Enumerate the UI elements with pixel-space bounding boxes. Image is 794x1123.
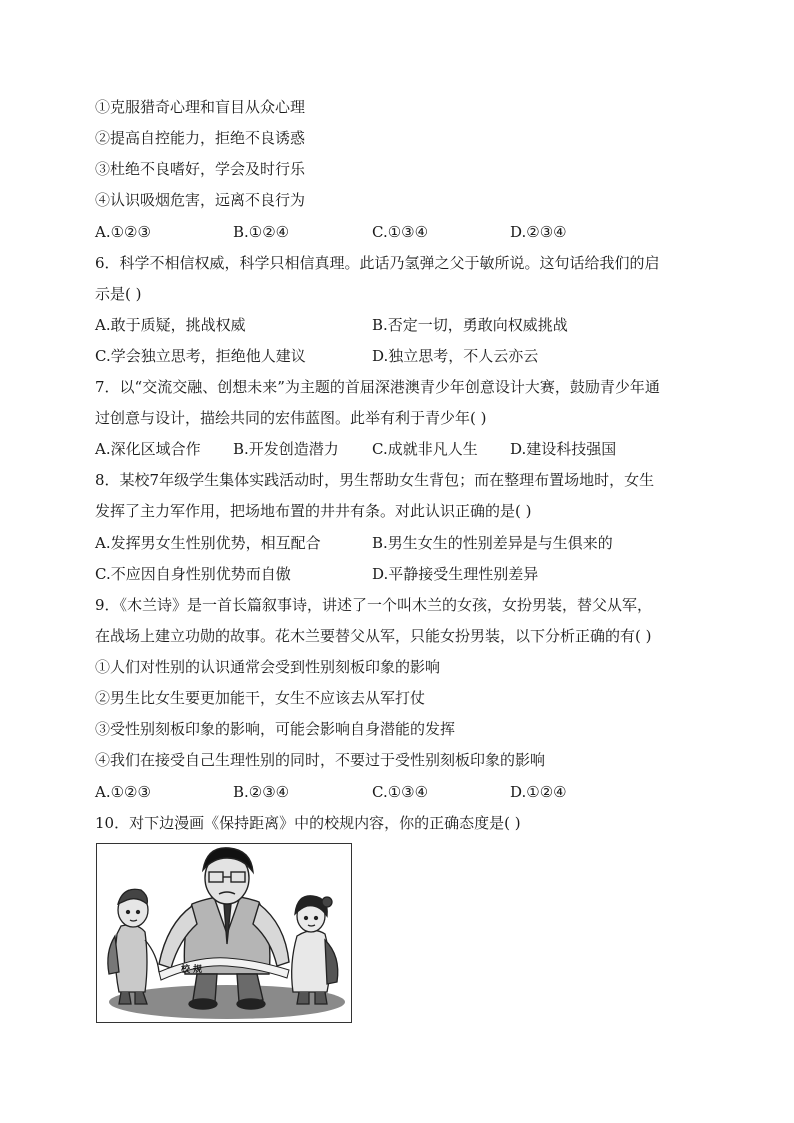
q8-stem-line-2: 发挥了主力军作用，把场地布置的井井有条。对此认识正确的是( ) — [95, 502, 532, 520]
girl-figure — [292, 896, 338, 1004]
cartoon-keep-distance — [96, 843, 352, 1023]
q6-stem-line-1: 6．科学不相信权威，科学只相信真理。此话乃氢弹之父于敏所说。这句话给我们的启 — [95, 254, 660, 272]
q6-option-b: B.否定一切，勇敢向权威挑战 — [372, 316, 568, 334]
q9-item-1: ①人们对性别的认识通常会受到性别刻板印象的影响 — [95, 658, 441, 676]
cartoon-illustration — [97, 844, 351, 1022]
q5-option-d: D.②③④ — [510, 223, 567, 241]
q5-item-4: ④认识吸烟危害，远离不良行为 — [95, 191, 306, 209]
q5-option-c: C.①③④ — [372, 223, 429, 241]
q8-option-a: A.发挥男女生性别优势，相互配合 — [95, 534, 321, 552]
q9-option-b: B.②③④ — [233, 783, 290, 801]
q9-stem-line-1: 9．《木兰诗》是一首长篇叙事诗，讲述了一个叫木兰的女孩，女扮男装，替父从军， — [95, 596, 653, 614]
q9-option-c: C.①③④ — [372, 783, 429, 801]
q8-option-b: B.男生女生的性别差异是与生俱来的 — [372, 534, 613, 552]
q8-stem-line-1: 8．某校7年级学生集体实践活动时，男生帮助女生背包；而在整理布置场地时，女生 — [95, 471, 655, 489]
q5-item-2: ②提高自控能力，拒绝不良诱惑 — [95, 129, 306, 147]
rule-label: 校 规 — [181, 965, 203, 975]
q7-option-d: D.建设科技强国 — [510, 440, 617, 458]
q5-item-3: ③杜绝不良嗜好，学会及时行乐 — [95, 160, 306, 178]
q10-stem: 10．对下边漫画《保持距离》中的校规内容，你的正确态度是( ) — [95, 814, 521, 832]
q5-option-a: A.①②③ — [95, 223, 151, 241]
q6-stem-line-2: 示是( ) — [95, 285, 142, 303]
teacher-figure — [159, 848, 289, 1009]
q7-stem-line-2: 过创意与设计，描绘共同的宏伟蓝图。此举有利于青少年( ) — [95, 409, 487, 427]
q5-item-1: ①克服猎奇心理和盲目从众心理 — [95, 98, 306, 116]
q7-option-c: C.成就非凡人生 — [372, 440, 478, 458]
q5-option-b: B.①②④ — [233, 223, 290, 241]
q7-option-a: A.深化区域合作 — [95, 440, 201, 458]
q8-option-d: D.平静接受生理性别差异 — [372, 565, 539, 583]
q9-option-d: D.①②④ — [510, 783, 567, 801]
q9-item-2: ②男生比女生要更加能干，女生不应该去从军打仗 — [95, 689, 426, 707]
q6-option-d: D.独立思考，不人云亦云 — [372, 347, 539, 365]
q9-option-a: A.①②③ — [95, 783, 151, 801]
q7-stem-line-1: 7．以“交流交融、创想未来”为主题的首届深港澳青少年创意设计大赛，鼓励青少年通 — [95, 378, 660, 396]
q8-option-c: C.不应因自身性别优势而自傲 — [95, 565, 291, 583]
q9-stem-line-2: 在战场上建立功勋的故事。花木兰要替父从军，只能女扮男装，以下分析正确的有( ) — [95, 627, 652, 645]
q9-item-4: ④我们在接受自己生理性别的同时，不要过于受性别刻板印象的影响 — [95, 751, 546, 769]
q7-option-b: B.开发创造潜力 — [233, 440, 339, 458]
boy-figure — [108, 889, 159, 1004]
q6-option-c: C.学会独立思考，拒绝他人建议 — [95, 347, 306, 365]
q6-option-a: A.敢于质疑，挑战权威 — [95, 316, 246, 334]
q9-item-3: ③受性别刻板印象的影响，可能会影响自身潜能的发挥 — [95, 720, 456, 738]
